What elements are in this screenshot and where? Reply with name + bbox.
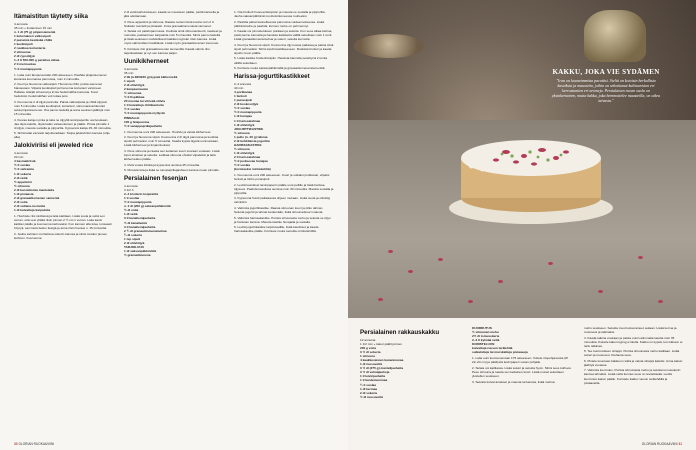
recipe-step: 1. Huuhtele riisi siivilässä ja laita kattilaan. Lisää suola ja vettä sen verran, että vesi ylittää riisin pinnan 2 ½ cm:n verran. Laita kansi kattilan päälle ja kuumenna kiehuvaksi. Kun kannen alla tulee runsaasti höyryä, sammuta lieden liesigä ja anna riisin hautua n. 15 minuuttia. <box>14 213 112 231</box>
ingredient-item: n. 1 dl (75 g) pinjansiemeniä <box>14 30 56 35</box>
recipe-title: Jalokiviriisi eli jeweled rice <box>14 142 94 150</box>
ingredient-item: 2 tl harissatahnaa <box>234 154 261 159</box>
recipe-step: 4. Kuori ja hienonna sipuli. Kuumenna öljy isossa padassa ja paista siinä sipuli pehmeäksi. Siirrä sipulit kastikkeeseen. Ruskista broileri ja kaada sipulin muun päälle. <box>234 42 334 55</box>
ingredient-item: 2 dl rypsiöljyä <box>14 54 35 59</box>
recipe-step: 5. Murusta feta ja lisää se savupaprikajauheen kanssa ruoan pinnalle. <box>124 168 220 173</box>
recipe-step: 1. Laita uuni lämpenemään 200 asteeseen. Paahda pinjansiemenet kuivassa kuumassa pannussa, noin 2 minuuttia. <box>14 72 107 81</box>
ingredient-item: 3 tl kanaliemijauhetta <box>124 216 156 221</box>
recipe-title: Harissa-jogurttikastikkeet <box>234 73 310 81</box>
ingredient-item: ½ sitruuna <box>234 130 250 135</box>
ingredient-item: 2 ¾ dl granaattiomenamehua <box>124 228 167 233</box>
ingredient-item: ¾ dl sokeria <box>124 232 142 237</box>
ingredient-item: 4 basmatiriisiä <box>14 159 36 164</box>
ingredient-item: ½ dl ruusuvettä <box>360 394 383 399</box>
ingredient-item: PINNALLE <box>124 115 140 120</box>
recipe-time: 35 min <box>124 71 134 76</box>
ingredient-item: ½ tl suolaa <box>234 163 250 168</box>
ingredient-item: 2½ dl tomusokeria <box>472 334 500 339</box>
recipe-step: 2. Levitä kasvikset leivinpaperin päälle uuni-pellille ja lisää harissa-öljyseos. Paahda kasviksia uunissa noin 30 minuuttia. Mausta suolalla ja pippurilla. <box>234 182 334 195</box>
recipe-step: 2. Paahda pahat kannellisessa pannussa voideensoksessa. Lisää pähkinärouhe ja paahda, kunnes rouhe on pehmennyt. <box>234 19 325 28</box>
ingredient-item: 1 sipuli <box>124 79 135 84</box>
ingredient-item: ½ tl suolaa <box>124 107 140 112</box>
recipe-step: 1. Ota broilerit huoneenlämpöön ja mausta ne suolalla ja pippurilla. Jauha saksanpähkinät monitoimikoneessa rouheeksi. <box>234 10 326 19</box>
ingredient-item: ¼ tl suolaa <box>360 382 376 387</box>
ingredient-item: 2 dl sokeria <box>360 390 378 395</box>
ingredient-item: ½ sitruunan mehu <box>472 330 499 335</box>
ingredient-item: 1 dl hunajaa <box>234 114 252 119</box>
page-number: 30 <box>14 442 18 446</box>
step-list <box>124 10 222 55</box>
ingredient-item: 1 tl kardemummaa <box>360 378 388 383</box>
recipe-step: 5. Lisää kastike broilerinkoipiin. Hauduta kannella peitettynä 2 tuntia välillä sekoittaen. <box>234 56 328 65</box>
ingredient-item: 1 pullo (n. 20 g) tahnaa <box>234 134 268 139</box>
ingredient-item: 2 kanpasmauste <box>124 87 149 92</box>
step-list <box>234 173 334 233</box>
ingredient-item: ½ tl mustapippuria <box>14 66 42 71</box>
ingredient-item: 1 sitruuna <box>360 354 375 359</box>
ingredient-item: 2 dl voita <box>14 199 28 204</box>
recipe-step: 1. Laita uuni kuumenemaan 175 asteeseen. Voitele irtopohjavuoka (Ø 22–24 cm) ja päällystä leivinpaperi vuoan pohjalle. <box>472 356 568 365</box>
ingredient-item: ½ tl sahramia <box>14 167 34 172</box>
ingredient-item: 3 ½ dl vehnäjauhoja <box>360 370 390 375</box>
ingredient-item: 1–2 tl 500-600 g perattua siikaa <box>14 58 60 63</box>
ingredient-item: 1 dl oliiviöljyä <box>234 150 255 155</box>
ingredient-item: ½ granaattiomena <box>124 252 151 257</box>
recipe-title: Itämaistitun täytetty siika <box>14 13 88 20</box>
ingredient-item: 3 tl kanaliemijauhetta <box>124 224 156 229</box>
recipe-step: 4. Valmista jogurttikastike. Raasta sitruunan kuori ja pilko tahnan. Sekoita jogurtti ja tahnat keskenään, lisää sitruunankuori mausta. <box>234 205 324 215</box>
ingredient-item: 1 dl ruusuvettä <box>360 362 383 367</box>
left-column-3 <box>234 10 334 235</box>
ingredient-item: 1 tl kuivattuja chilikuutioita <box>124 103 164 108</box>
step-list <box>472 356 572 383</box>
pull-quote <box>550 68 662 103</box>
recipe-step: 6. Pistele kuumaan kakkuun reikiä ja valuta siirappi kakulle. Anna kakun jäähtyä vuoassa. <box>584 358 683 367</box>
recipe-step: mehu seokseen. Sekoita muut kuivat aineet sekaan. Lisää kerma ja ruusuvesi ja taikinaksi. <box>584 326 677 335</box>
ingredient-item: TARJOILUUN <box>124 244 144 249</box>
ingredient-item: 100 g fetajuustoa <box>124 119 150 124</box>
magazine-name: GLORIAN RUOKA&VIINI <box>641 442 678 446</box>
recipe-step: 5. Siirrä kalat vavvasti tarjoiluvadiaan. Tarjoa jalokiviriisin kanssa (ohje alla). <box>14 131 110 140</box>
cake-image <box>446 96 616 226</box>
cake-photo <box>348 0 696 318</box>
ingredient-item: 1 kevätsipuli <box>14 42 33 47</box>
ingredient-item: 1 dl kuivattuja karpaloita <box>14 207 51 212</box>
recipe-time: 40 min <box>234 86 244 91</box>
step-list <box>234 10 334 70</box>
ingredient-item: 2 dl turkkilaista jogurttia <box>234 138 270 143</box>
ingredient-item: 2 dl kuorattomia manteleita <box>14 187 55 192</box>
recipe-step: 5. Tee kuorrutuksen siirappi. Purista sitruunasta mehu kattilaan. Lisää sokeri ja ruusuvesi. Kiehauta seos. <box>584 349 680 358</box>
recipe-step: 4. Sulata voi paistinpannussa. Kuullota siinä sitruunankuorit, raasteet ja rusinoita, paistaminen karpaloita noin 5 minuuttia. Siirrä pannu liedeltä ja lisää seokseen mahdollisesti kaikkien kypsän riisin kanssa. Lisää myös sahramiliemi kattilaista. Lisää myös granaattiomenan siemenet. <box>124 29 222 46</box>
ingredient-item: suikaloituja tai murskattuja pistaaseja <box>472 350 528 355</box>
ingredient-item: 1 punasipuli <box>234 98 253 103</box>
ingredient-item: HARISSAKASTIKE <box>234 142 262 147</box>
recipe-title: Uunikikherneet <box>124 57 169 65</box>
ingredient-item: ½ sitruunaa <box>124 91 142 96</box>
recipe-step: 5. Koristele riisi granaattiomenan siemenillä. Kaada valmis riisi tarjoiluastiaan ja nyt sen kanssa paljon. <box>124 46 210 55</box>
page-footer <box>14 442 54 446</box>
ingredient-item: 1 dl pistaasia <box>14 191 34 196</box>
right-column-3 <box>584 326 684 386</box>
recipe-servings: 4 annosta <box>124 66 138 71</box>
recipe-servings: 4 annosta <box>14 151 28 156</box>
ingredient-item: 2 dl granaattiomenan siemeniä <box>14 195 60 200</box>
ingredient-item: 2 dl oliiviöljyä <box>124 240 145 245</box>
ingredient-item: 2–4 broilerin koipireittä <box>124 192 159 197</box>
magazine-name: GLORIAN RUOKA&VIINI <box>18 442 55 446</box>
ingredient-list <box>14 159 112 212</box>
ingredient-item: 1 fenkoli <box>234 94 247 99</box>
ingredient-list <box>124 75 222 128</box>
left-column-2 <box>124 10 222 257</box>
ingredient-item: 1 kokonainen valkosipuli <box>14 34 51 39</box>
ingredient-item: KORISTELUUN <box>472 342 495 347</box>
ingredient-item: 1 dl sokeria <box>14 171 32 176</box>
ingredient-item: 2 dl oliiviöljyä <box>124 83 145 88</box>
ingredient-item: 2 dl sultana-rusinoita <box>14 203 46 208</box>
recipe-step: 3. Kaada voi pinnoitetuksen pukkaan ja sekoita. Kun seos alkaa kiehua, peitä pannu kannella ja hauduta kastiketta välillä sekoittaen noin 1 tunti. Lisää granaattiomenamehua ja sokeri, sekoita kunnolla. <box>234 29 333 42</box>
ingredient-item: ½ tl fispiikkaa <box>124 95 145 100</box>
ingredient-list <box>14 30 112 70</box>
recipe-step: 2. Sulata voi kattilassa. Lisää sokeri ja sekoita hyvin. Siirrä seos kulhoon. Pese sitruuna ja raasta sen keltainen kuori. Lisää munat sekoittaen yksitellen seokseen. <box>472 365 572 379</box>
ingredient-item: ½ tl mustapippuria <box>234 110 262 115</box>
recipe-step: 2. Kuori ja hienonna sipuli. Kuumenna 2 dl öljyä pannussa ja kuullota sipulit pehmeiksi, noin 5 minuuttia. Kaada kypsä öljyelä uunivuokaan. Lisää kikherneet ja timjaminoksat. <box>124 135 219 148</box>
ingredient-item: 20 mustaa tai vihreää oliivia <box>124 99 165 104</box>
recipe-step: 6. Koristele ruoka saksanpähkinöillä ja granaattiomenansiemenillä. <box>234 66 326 71</box>
recipe-step: 3. Sekoita kuivat ainekset ja mausta tai kanssa, lisää mehua. <box>472 379 556 384</box>
ingredient-item: kuivattuja ruusun terälehtiä <box>472 346 513 351</box>
recipe-step: 3. Pese sitruuna ja raasta sen keltainen kuori suoraan vuokaan. Lisää loput ainekset ja sekoita. Leikkaa sitruuna ohuiksi viipaleiksi ja laita kikherneiden päälle. <box>124 148 220 161</box>
step-list <box>14 73 112 140</box>
step-list <box>14 214 112 240</box>
ingredient-item: ½ sitruuna <box>234 146 250 151</box>
recipe-step: 3. Pese appelsiini ja sitruuna. Raasta molemmista kuoria noin 2 tl. Suikaloi mantelit ja pistaasit. Irrota granaattiomenasta siemenet. <box>124 19 215 28</box>
section-subtitle: KUORRUTUS <box>472 326 492 330</box>
ingredient-item: 1 tl suolaa <box>124 196 140 201</box>
ingredient-item: 3 ½ dl (275 g) mantelijauhetta <box>360 366 404 371</box>
ingredient-item: ½ tl suolaa <box>234 106 250 111</box>
ingredient-list <box>234 90 334 171</box>
ingredient-item: 1 dl oliiviöljyä <box>234 122 255 127</box>
page-footer <box>642 442 682 446</box>
recipe-step: 1. Kuumenna uuni 200 asteeseen. Huuhdo ja valuta kikherneet. <box>124 129 212 134</box>
ingredient-item: ½ dl voita <box>124 208 139 213</box>
ingredient-item: JOGURTTIKASTIKE <box>234 126 264 131</box>
ingredient-item: 2 sitruunaa <box>14 50 31 55</box>
ingredient-item: ½ appelsiini <box>14 179 32 184</box>
recipe-step: 2. Kuori ja hienonna valkosipuli. Hienonna chilit, poista siemenet halutessasi. Viipaloi kevätsipuli ja hienonna korianteri varsineen. Hallaise sitärjät sitruunat ja irrota hedelmäliha kuoresta. Kuori hedelmät, hedelmälihan voit lottaa pois. <box>14 82 103 99</box>
recipe-step: 2 dl vettä kahvinukseen, kaada se mausteen päälle, peittä kannella ja jätä odottamaan. <box>124 10 220 19</box>
ingredient-item: 1 tsp sipuli <box>124 236 141 241</box>
ingredient-item: 2 tlk (à 380/230 g) kypsiä kikherneitä <box>124 75 178 80</box>
teapot-image <box>584 10 646 62</box>
recipe-servings: 4 annosta <box>14 22 28 26</box>
recipe-time: 20 min <box>14 155 24 160</box>
recipe-title: Persialainen fesenjan <box>124 175 188 183</box>
recipe-step: 4. Petä vuoka foliolla ja kypsennä uunissa 45 minuuttia. <box>124 162 201 167</box>
spice-bowl-image <box>354 34 424 58</box>
right-column-1 <box>360 326 460 399</box>
recipe-step: 5. Valmista harissakastike. Purista sitruunasta mehu ja sekoita se öljyn ja harissan kanssa. Mausta kastike hunajalla ja suolalla. <box>234 215 331 224</box>
ingredient-item: 2–3 tl kylmää vettä <box>472 338 500 343</box>
ingredient-item: (koristeeksi minttulehtiä) <box>234 167 271 172</box>
recipe-step: 7. Valmista kuorrutus. Purista sitruunasta mehu ja sekoita tomusokerin kanssa tahnaksi. Lisää vettä kunnes seos on levitettävää. Levitä kuorrutus kakun päälle. Koristele kakku ruusun terälehdillä ja pistaaseilla. <box>584 368 681 385</box>
recipe-step: 3. Kuumenna 2 dl öljyä pannulla. Paista valkosipulia ja chiliä öljyssä noin 5 minuuttia. Lisää kevätsipuli, korianteri, sitruunankuorikuutiot sekä pinjansiemenet. Ota pannu liedeltä ja anna seoksen jäähtyä noin 15 minuuttia. <box>14 99 110 116</box>
ingredient-item: 2 punaista kestävää chiliä <box>14 38 53 43</box>
ingredient-item: 1 tl harissatahnaa <box>234 118 261 123</box>
ingredient-item: n. 2 dl (200 g) saksanpähkinöitä <box>124 204 171 209</box>
recipe-servings: 2–4 annosta <box>234 82 252 87</box>
ingredient-item: 200 g voita <box>360 346 376 351</box>
ingredient-item: 4 kaakkuvaisien kananmunaa <box>360 358 404 363</box>
ingredient-item: 2 ruukkua korianteria <box>14 46 46 51</box>
recipe-time: 3 1/2 h <box>124 188 134 193</box>
recipe-step: 6. Levitä jogurttikastike tarjoiluvadille, lisää kasvikset ja kaada harissakastike päälle. Koristele ruoka tuoreilla minttulehdillä. <box>234 225 319 234</box>
ingredient-item: ½ tl suolaa <box>14 163 30 168</box>
step-list <box>584 326 684 385</box>
ingredient-item: 2 tl merisuolaa <box>14 62 36 67</box>
ingredient-item: 1 dl saksanpähkinöitä <box>124 248 157 253</box>
recipe-servings: 12 annosta <box>360 338 376 342</box>
ingredient-item: 2 dl kookosöljyä <box>234 102 259 107</box>
quote-body: "Iran on kauneimmista paratiisi. Sieltä on kotoisin herkullisia kasviksia ja mausteita, joihin on sekoittunut kulttuuriston eri kerrostumien eri aromeja. Persialaisen ruoan suola on yksinkertainen, mutta kakku, joka hemmottelee mausteilla, on oikea taivasta." <box>551 78 661 103</box>
recipe-step: 1. Kuumenna uuni 200 asteeseen. Kuori ja suikaloi porkkanat, viipaloi fenkoli ja lohko punasipuli. <box>234 173 330 182</box>
ingredient-item: ½ sitruuna <box>14 183 30 188</box>
ingredient-item: 4 porkkanaa <box>234 90 253 95</box>
ingredient-item: ½ tl juoksevaa hunajaa <box>234 159 268 163</box>
recipe-time: 45 min + liottaminen 15 min <box>14 26 52 31</box>
recipe-step: 3. Kypsennä froisit paikkaansa ohjeen mukaan. Lisää suola ja oliiviöljy valmiisiin. <box>234 196 331 205</box>
right-page <box>348 0 696 450</box>
ingredient-item: 1 dl vettä <box>124 212 138 217</box>
right-column-2 <box>472 326 572 385</box>
page-number: 31 <box>678 442 682 446</box>
ingredient-item: 1 dl kermaa <box>360 386 378 391</box>
ingredient-list <box>472 330 572 354</box>
ingredient-item: 1 tl leivinjauhetta <box>360 374 386 379</box>
ingredient-item: 3 ½ dl sokeria <box>360 350 381 355</box>
recipe-title: Persialainen rakkauskakku <box>360 329 440 336</box>
ingredient-item: ½ tl sanappaprikajauheita <box>124 123 162 128</box>
left-column-1 <box>14 10 112 241</box>
ingredient-item: 2 dl vettä <box>14 175 28 180</box>
step-list <box>124 130 222 172</box>
ingredient-item: ½ dl kanaliemiä <box>124 220 147 225</box>
quote-title: KAKKU, JOKA VIE SYDÄMEN <box>552 68 660 76</box>
recipe-step: 4. Kaada taikina vuokaan ja paista uunin alimmalla tasolla noin 35 minuuttia. Kokeile kakun kypsyys tikulla. Kakku on kypsä, kun tikkuun ei tartu taikinaa. <box>584 335 683 348</box>
recipe-servings: 4 annosta <box>124 184 138 189</box>
ingredient-list <box>124 192 222 257</box>
ingredient-item: ½ tl mustapippuria myllystä <box>124 111 165 116</box>
recipe-time: 1 1/2 min + kakun jäähtyminen <box>360 342 403 347</box>
ingredient-item: ½ tl mustapippuria <box>124 200 152 205</box>
recipe-step: 4. Kuivaa kalojen pinta ja laita ne öljyyllä leivinpaperille uunivuokaan. Jaa täyte kalolle, täytä kalan vatsaonteloon ja päälle. Pirota pinnalle 1 dl öljyä, mausta suolalla ja pippurilla. Kypsennä kaloja 25–30 minuuttia. <box>14 117 112 130</box>
recipe-step: 2. Jauha sahrami morttelissa sokerin kanssa ja siirrä muiden pienen kulhoon. Kuumenna <box>14 231 108 240</box>
ingredient-list <box>360 346 460 399</box>
